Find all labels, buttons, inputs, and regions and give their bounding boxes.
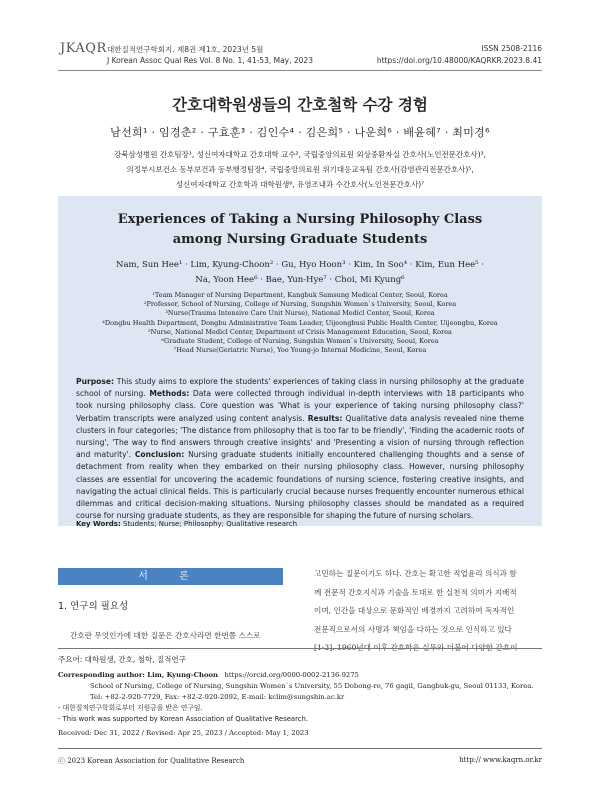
- funding-note-ko: - 대한질적연구학회로부터 지원금을 받은 연구임.: [58, 704, 203, 712]
- authors-en-line-2: Na, Yoon Hee⁶ · Bae, Yun-Hye⁷ · Choi, Mi Kyung⁶: [195, 275, 405, 285]
- authors-ko: 남선희¹ · 임경춘² · 구효훈³ · 김인수⁴ · 김은희⁵ · 나운희⁶ · 배윤혜⁷ · 최미경⁶: [110, 126, 490, 139]
- body-line: 고민하는 질문이기도 하다. 간호는 확고한 직업윤리 의식과 함: [314, 569, 517, 578]
- title-en-line-2: among Nursing Graduate Students: [172, 232, 428, 247]
- authors-en-line-1: Nam, Sun Hee¹ · Lim, Kyung-Choon² · Gu, Hyo Hoon³ · Kim, In Soo⁴ · Kim, Eun Hee⁵ ·: [116, 260, 484, 270]
- results-label: Results:: [307, 413, 343, 423]
- affiliation-en: ²Professor, School of Nursing, College of Nursing, Sungshin Women`s University, Seoul, Korea: [143, 300, 457, 309]
- affiliation-ko-1: 강북삼성병원 간호팀장¹, 성신여자대학교 간호대학 교수², 국립중앙의료원 외상중환자실 간호사(노인전문간호사)³,: [114, 150, 486, 159]
- purpose-text: This study aims to explore the students' experiences of taking class in nursing philosophy at the graduate school of nursing.: [76, 377, 524, 399]
- body-text-right: [314, 565, 542, 658]
- corresponding-author: [58, 670, 542, 703]
- affiliation-ko-3: 성신여자대학교 간호학과 대학원생⁶, 유영조내과 수간호사(노인전문간호사)⁷: [175, 180, 425, 189]
- journal-url-link[interactable]: http:// www.kaqrn.or.kr: [459, 756, 542, 764]
- body-text-left: 간호란 무엇인가에 대한 질문은 간호사라면 한번쯤 스스로: [70, 631, 261, 640]
- abstract-text: [76, 376, 524, 522]
- purpose-label: Purpose:: [76, 377, 115, 386]
- affiliation-en: ³Nurse(Trauma Intensive Care Unit Nurse), National Medicl Center, Seoul, Korea: [165, 309, 435, 318]
- corresponding-address: School of Nursing, College of Nursing, Sungshin Women`s University, 55 Dobong-ro, 76 gagil, Gangbuk-gu, Seoul 01133, Korea.: [90, 682, 534, 690]
- corresponding-author-label: Corresponding author: Lim, Kyung-Choon: [58, 671, 218, 679]
- journal-logo: JKAQR: [60, 41, 107, 56]
- affiliation-en: ⁵Nurse, National Medicl Center, Department of Crisis Management Education, Seoul, Korea: [148, 327, 452, 336]
- header-divider: [58, 70, 542, 71]
- title-en: [58, 210, 542, 250]
- authors-en: [58, 258, 542, 288]
- copyright: ⓒ 2023 Korean Association for Qualitative Research: [58, 757, 245, 765]
- article-dates: Received: Dec 31, 2022 / Revised: Apr 25, 2023 / Accepted: May 1, 2023: [58, 729, 309, 737]
- methods-text: Data were collected through individual in-depth interviews with 18 participants who took nursing philosophy class. Core question was 'What is your experience of taking nursing philosophy class?' Verbatim transcripts were analyzed using content analysis.: [76, 389, 524, 423]
- keywords-en: [76, 520, 524, 528]
- body-line: 이며, 인간을 대상으로 문화적인 배경까지 고려하여 독자적인: [314, 606, 515, 615]
- journal-citation-ko: 대한질적연구학회지. 제8권 제1호, 2023년 5월: [107, 45, 264, 54]
- keywords-label: Key Words:: [76, 520, 121, 528]
- affiliation-en: ⁴Dongbu Health Department, Dongbu Administrative Team Leader, Uijeongbusi Public Health Center, Uijeongbu, Korea: [102, 318, 498, 327]
- orcid-link[interactable]: https://orcid.org/0000-0002-2136-9275: [224, 671, 359, 679]
- funding-note-en: - This work was supported by Korean Association of Qualitative Research.: [58, 715, 308, 723]
- doi-link[interactable]: https://doi.org/10.48000/KAQRKR.2023.8.41: [376, 56, 542, 65]
- title-en-line-1: Experiences of Taking a Nursing Philosophy Class: [117, 212, 483, 227]
- affiliation-en: ⁶Graduate Student, College of Nursing, Sungshin Women`s University, Seoul, Korea: [161, 337, 439, 346]
- body-line: 전문직으로서의 사명과 책임을 다하는 것으로 인식하고 있다: [314, 624, 512, 634]
- affiliation-ko-2: 의정부시보건소 동부보건과 동부행정팀장⁴, 국립중앙의료원 위기대응교육팀 간호사(감염관리전문간호사)⁵,: [126, 165, 474, 174]
- affiliation-en: ⁷Head Nurse(Geriatric Nurse), Yoo Young-jo Internal Medicine, Seoul, Korea: [173, 346, 427, 355]
- issn: ISSN 2508-2116: [481, 44, 542, 53]
- affiliation-en: ¹Team Manager of Nursing Department, Kangbuk Samsung Medical Center, Seoul, Korea: [152, 291, 448, 299]
- keywords-text: Students; Nurse; Philosophy; Qualitative research: [120, 520, 298, 528]
- journal-citation-en: J Korean Assoc Qual Res Vol. 8 No. 1, 41-53, May, 2023: [107, 56, 313, 65]
- affiliations-en: [58, 291, 542, 355]
- methods-label: Methods:: [149, 389, 190, 399]
- keywords-ko: 주요어: 대학원생, 간호, 철학, 질적연구: [58, 655, 186, 664]
- title-ko: 간호대학원생들의 간호철학 수강 경험: [172, 96, 428, 114]
- conclusion-text: Nursing graduate students initially encountered challenging thoughts and a sense of detachment from reality when they embarked on their nursing philosophy class. However, nursing philosophy classes are essential for uncovering the academic foundations of nursing science, fostering creative insights, and navigating the actual clinical fields. This is particularly crucial because nurses frequently encounter numerous ethical dilemmas and critical decision-making situations. Nursing philosophy classes should be mandated as a required course for nursing graduate students, as they are responsible for shaping the future of nursing scholars.: [76, 450, 524, 521]
- body-line: 께 전문적 간호지식과 기술을 토대로 한 실천적 의미가 지배적: [314, 587, 517, 597]
- results-text: Qualitative data analysis revealed nine theme clusters in four categories; 'The distance from philosophy that is too far to be friendly', 'Finding the academic roots of nursing', 'The way to find answers through creative insights' and 'Presenting a vision of nursing through reflection and maturity'.: [76, 413, 524, 460]
- corresponding-contact: Tel: +82-2-920-7729, Fax: +82-2-920-2092, E-mail: kclim@sungshin.ac.kr: [90, 693, 345, 701]
- section-heading-introduction: 서 론: [58, 568, 283, 585]
- subsection-heading: 1. 연구의 필요성: [58, 601, 129, 612]
- funding-notes: [58, 703, 542, 725]
- footnote-divider: [58, 648, 542, 649]
- footer-divider: [58, 748, 542, 749]
- conclusion-label: Conclusion:: [134, 450, 185, 460]
